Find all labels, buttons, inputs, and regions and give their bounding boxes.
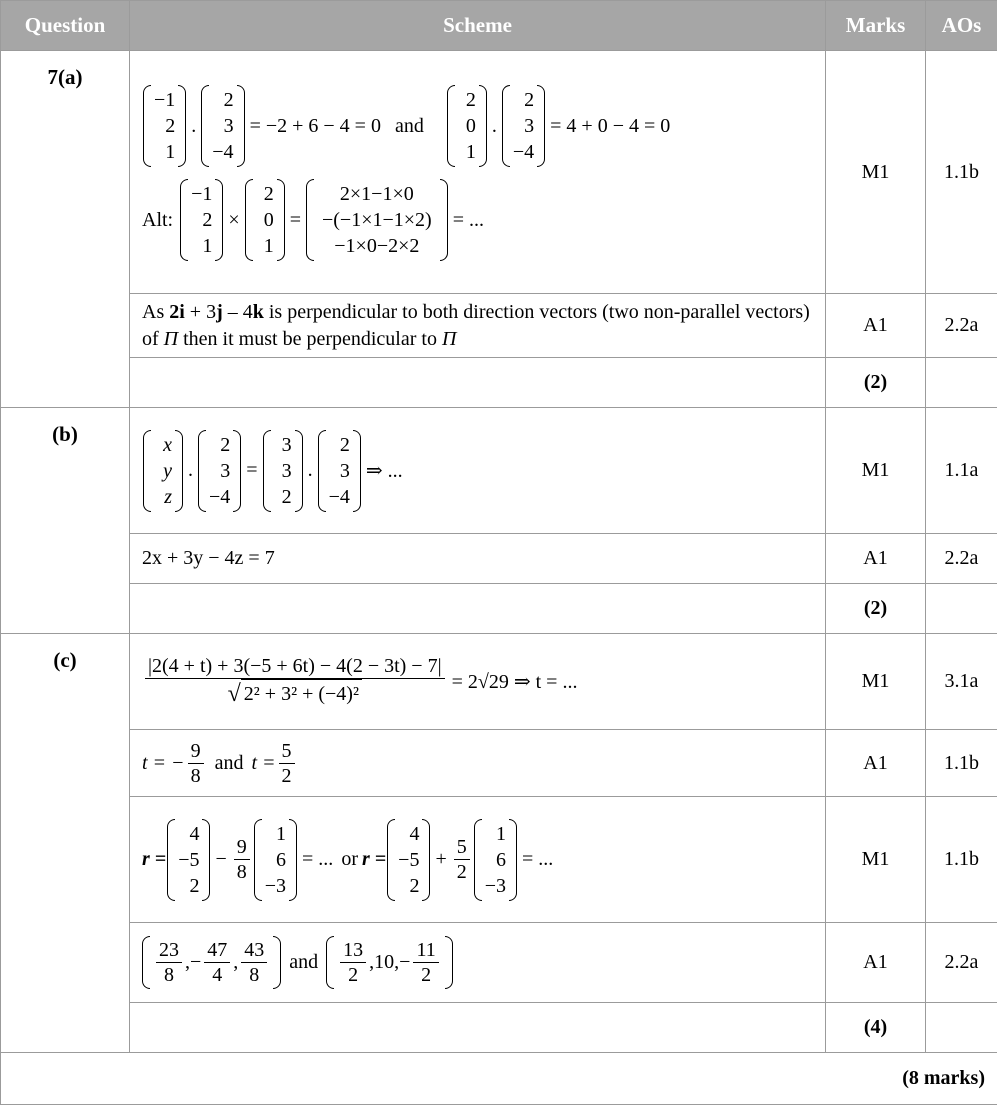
vector: 2 3 −4 bbox=[318, 430, 361, 512]
vector: 1 6 −3 bbox=[474, 819, 517, 901]
row-7b-total bbox=[1, 584, 997, 634]
dot2-result: = 4 + 0 − 4 = 0 bbox=[546, 115, 674, 138]
scheme-7c-coords: $\frac{23}{8}$ ,− $\frac{47}{4}$ , $\frac{43}{8}$ and $\frac{13}{2}$ , 10 ,− $\frac{11}{2}$ bbox=[130, 923, 826, 1003]
vector: 4 −5 2 bbox=[387, 819, 430, 901]
row-7c-m1 bbox=[1, 634, 997, 730]
scheme-7b-working bbox=[130, 408, 826, 534]
ao: 3.1a bbox=[926, 634, 997, 730]
header-aos: AOs bbox=[926, 1, 997, 51]
vector: 1 6 −3 bbox=[254, 819, 297, 901]
cross-tail: = ... bbox=[449, 209, 488, 232]
ao: 1.1a bbox=[926, 408, 997, 534]
ao: 1.1b bbox=[926, 797, 997, 923]
and-text: and bbox=[385, 115, 434, 138]
grand-total-row bbox=[1, 1053, 997, 1105]
alt-label: Alt: bbox=[142, 209, 179, 232]
mark: A1 bbox=[826, 534, 926, 584]
vector: −1 2 1 bbox=[143, 85, 186, 167]
row-7a-a1 bbox=[1, 294, 997, 358]
scheme-7a-reason: As 2i + 3j – 4k is perpendicular to both direction vectors (two non-parallel vectors) of Π then it must be perpendicular to Π bbox=[130, 294, 826, 358]
mark: A1 bbox=[826, 294, 926, 358]
dot-product-line: −1 2 1 . 2 3 −4 = −2 + 6 − 4 = 0 and 2 0 1 . 2 3 −4 = 4 + 0 − 4 = 0 bbox=[142, 85, 813, 167]
row-7b-m1 bbox=[1, 408, 997, 534]
row-7a-m1 bbox=[1, 51, 997, 294]
header-row bbox=[1, 1, 997, 51]
dot1-result: = −2 + 6 − 4 = 0 bbox=[246, 115, 385, 138]
distance-fraction: |2(4 + t) + 3(−5 + 6t) − 4(2 − 3t) − 7| √ 2² + 3² + (−4)² bbox=[145, 654, 445, 709]
grand-total: (8 marks) bbox=[1, 1053, 997, 1105]
scheme-7c-t-values: t = − $\frac{9}{8}$ and t = $\frac{5}{2}$ bbox=[130, 730, 826, 797]
vector: 3 3 2 bbox=[263, 430, 303, 512]
row-7c-a1 bbox=[1, 730, 997, 797]
vector: 2 0 1 bbox=[245, 179, 285, 261]
cross-result-vector: 2×1−1×0 −(−1×1−1×2) −1×0−2×2 bbox=[306, 179, 448, 261]
question-label-7c: (c) bbox=[1, 634, 130, 1053]
scheme-7c-distance bbox=[130, 634, 826, 730]
subtotal: (4) bbox=[826, 1003, 926, 1053]
cross-product-line: Alt: −1 2 1 × 2 0 1 = 2×1−1×0 −(−1×1−1×2) −1×0−2×2 = ... bbox=[142, 179, 813, 261]
row-7c-total bbox=[1, 1003, 997, 1053]
mark: M1 bbox=[826, 408, 926, 534]
mark: A1 bbox=[826, 923, 926, 1003]
scheme-7c-points: r = 4 −5 2 − $\frac{9}{8}$ 1 6 −3 = ... or r = 4 −5 2 + $\frac{5}{2}$ 1 6 −3 = ... bbox=[130, 797, 826, 923]
subtotal: (2) bbox=[826, 584, 926, 634]
header-marks: Marks bbox=[826, 1, 926, 51]
scheme-7a-working bbox=[130, 51, 826, 294]
vector: 2 0 1 bbox=[447, 85, 487, 167]
row-7c-m1b bbox=[1, 797, 997, 923]
vector: x y z bbox=[143, 430, 183, 512]
vector: 2 3 −4 bbox=[201, 85, 244, 167]
ao: 2.2a bbox=[926, 294, 997, 358]
question-label-7b: (b) bbox=[1, 408, 130, 634]
ao: 1.1b bbox=[926, 51, 997, 294]
vector: 2 3 −4 bbox=[198, 430, 241, 512]
mark: M1 bbox=[826, 634, 926, 730]
ao: 2.2a bbox=[926, 923, 997, 1003]
row-7a-total bbox=[1, 358, 997, 408]
vector: 4 −5 2 bbox=[167, 819, 210, 901]
vector: 2 3 −4 bbox=[502, 85, 545, 167]
row-7b-a1 bbox=[1, 534, 997, 584]
ao: 2.2a bbox=[926, 534, 997, 584]
distance-equation: |2(4 + t) + 3(−5 + 6t) − 4(2 − 3t) − 7| √ 2² + 3² + (−4)² = 2√29 ⇒ t = ... bbox=[142, 654, 813, 709]
subtotal: (2) bbox=[826, 358, 926, 408]
header-scheme: Scheme bbox=[130, 1, 826, 51]
ao: 1.1b bbox=[926, 730, 997, 797]
header-question: Question bbox=[1, 1, 130, 51]
row-7c-a1b bbox=[1, 923, 997, 1003]
question-label-7a: 7(a) bbox=[1, 51, 130, 408]
mark: M1 bbox=[826, 51, 926, 294]
mark: M1 bbox=[826, 797, 926, 923]
plane-dot-line: x y z . 2 3 −4 = 3 3 2 . 2 3 −4 ⇒ ... bbox=[142, 430, 813, 512]
plane-equation: 2x + 3y − 4z = 7 bbox=[130, 534, 826, 584]
vector: −1 2 1 bbox=[180, 179, 223, 261]
mark: A1 bbox=[826, 730, 926, 797]
